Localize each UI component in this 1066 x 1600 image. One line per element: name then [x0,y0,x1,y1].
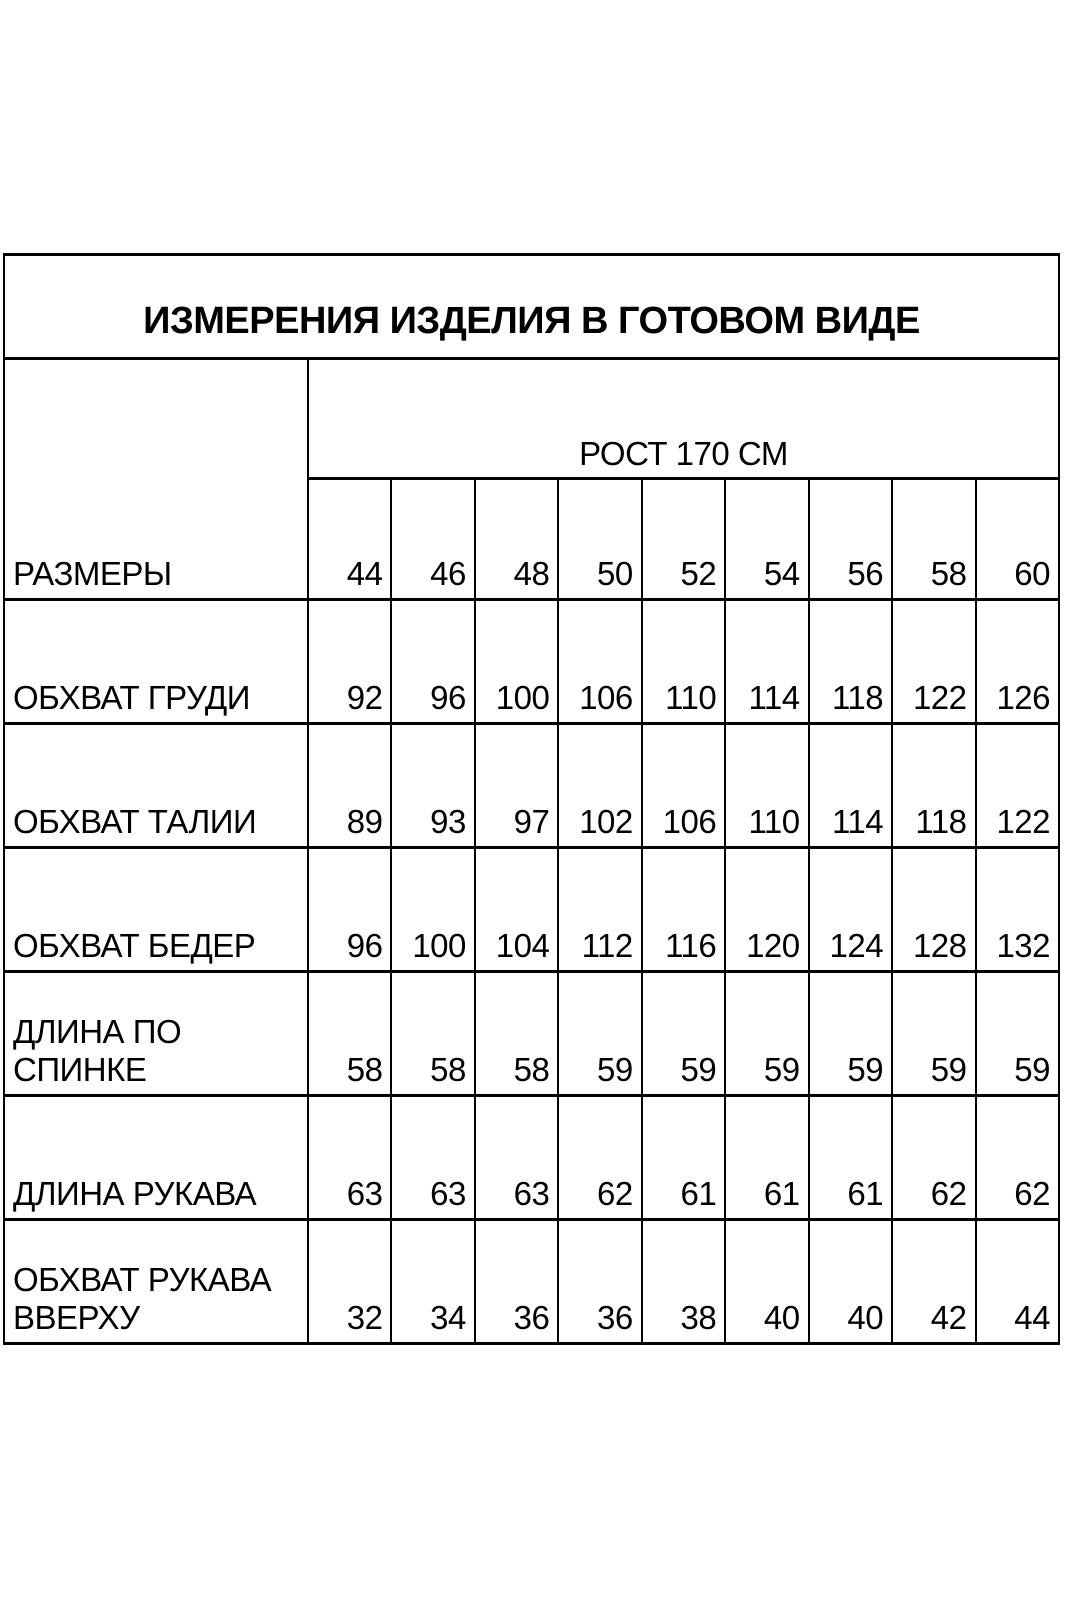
sizes-row-label: РАЗМЕРЫ [4,359,308,600]
row-label: ДЛИНА ПО СПИНКЕ [4,972,308,1096]
value-cell: 116 [642,848,725,972]
value-cell: 100 [391,848,474,972]
value-cell: 100 [475,600,558,724]
table-row-sleeve-top-girth [4,1220,1059,1344]
size-header-cell: 54 [725,479,808,600]
value-cell: 59 [558,972,641,1096]
size-header-cell: 46 [391,479,474,600]
value-cell: 63 [308,1096,391,1220]
height-header: РОСТ 170 СМ [308,359,1059,479]
value-cell: 62 [558,1096,641,1220]
value-cell: 62 [976,1096,1060,1220]
value-cell: 114 [809,724,892,848]
value-cell: 124 [809,848,892,972]
value-cell: 59 [725,972,808,1096]
size-header-cell: 50 [558,479,641,600]
row-label: ОБХВАТ ГРУДИ [4,600,308,724]
value-cell: 102 [558,724,641,848]
row-label: ОБХВАТ ТАЛИИ [4,724,308,848]
value-cell: 104 [475,848,558,972]
value-cell: 42 [892,1220,975,1344]
value-cell: 40 [725,1220,808,1344]
value-cell: 59 [642,972,725,1096]
value-cell: 58 [475,972,558,1096]
value-cell: 110 [725,724,808,848]
table-row-waist [4,724,1059,848]
value-cell: 38 [642,1220,725,1344]
value-cell: 128 [892,848,975,972]
table-row-back-length [4,972,1059,1096]
value-cell: 110 [642,600,725,724]
value-cell: 61 [725,1096,808,1220]
size-header-cell: 48 [475,479,558,600]
value-cell: 58 [308,972,391,1096]
value-cell: 132 [976,848,1060,972]
value-cell: 118 [892,724,975,848]
value-cell: 36 [558,1220,641,1344]
table-row-chest [4,600,1059,724]
value-cell: 44 [976,1220,1060,1344]
value-cell: 59 [976,972,1060,1096]
size-header-cell: 60 [976,479,1060,600]
size-header-cell: 44 [308,479,391,600]
value-cell: 118 [809,600,892,724]
value-cell: 97 [475,724,558,848]
size-header-cell: 52 [642,479,725,600]
table-title: ИЗМЕРЕНИЯ ИЗДЕЛИЯ В ГОТОВОМ ВИДЕ [4,255,1059,359]
value-cell: 62 [892,1096,975,1220]
value-cell: 59 [809,972,892,1096]
value-cell: 61 [809,1096,892,1220]
value-cell: 93 [391,724,474,848]
value-cell: 120 [725,848,808,972]
row-label: ДЛИНА РУКАВА [4,1096,308,1220]
value-cell: 32 [308,1220,391,1344]
value-cell: 34 [391,1220,474,1344]
value-cell: 89 [308,724,391,848]
value-cell: 122 [976,724,1060,848]
value-cell: 63 [391,1096,474,1220]
value-cell: 59 [892,972,975,1096]
value-cell: 61 [642,1096,725,1220]
value-cell: 106 [558,600,641,724]
value-cell: 114 [725,600,808,724]
value-cell: 106 [642,724,725,848]
value-cell: 63 [475,1096,558,1220]
value-cell: 92 [308,600,391,724]
value-cell: 36 [475,1220,558,1344]
row-label: ОБХВАТ БЕДЕР [4,848,308,972]
size-chart-table [3,253,1060,1345]
table-row-hips [4,848,1059,972]
size-header-cell: 58 [892,479,975,600]
value-cell: 112 [558,848,641,972]
value-cell: 96 [391,600,474,724]
value-cell: 122 [892,600,975,724]
row-label: ОБХВАТ РУКАВА ВВЕРХУ [4,1220,308,1344]
value-cell: 58 [391,972,474,1096]
value-cell: 40 [809,1220,892,1344]
value-cell: 126 [976,600,1060,724]
size-header-cell: 56 [809,479,892,600]
table-row-sleeve-length [4,1096,1059,1220]
value-cell: 96 [308,848,391,972]
